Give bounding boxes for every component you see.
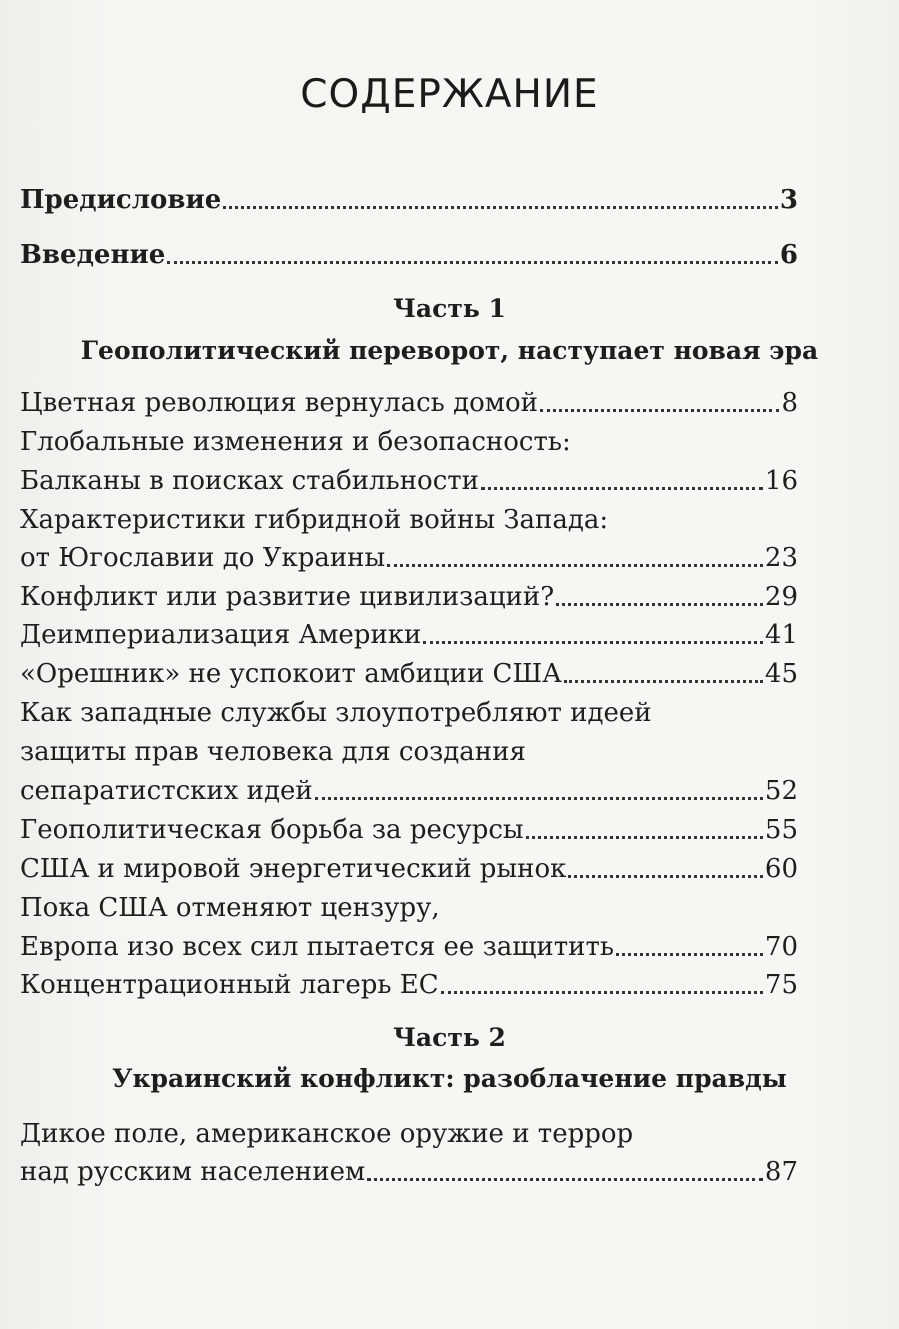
toc-entry [20,813,798,847]
toc-entry-text: Как западные службы злоупотребляют идеей [20,698,652,728]
toc-entry-text: «Орешник» не успокоит амбиции США [20,659,562,689]
toc-page-number: 41 [764,620,798,650]
toc-entry [20,386,798,420]
toc-page-number: 55 [764,815,798,845]
toc-entry-text: над русским населением [20,1157,366,1187]
toc-entry [20,852,798,886]
toc-entry [20,1155,798,1189]
toc-entry [20,580,798,614]
dot-leader [616,952,763,956]
toc-entry [20,657,798,691]
dot-leader [167,260,778,264]
toc-entry-introduction [20,238,798,272]
dot-leader [441,990,763,994]
toc-page-number: 29 [764,582,798,612]
toc-entry [20,541,798,575]
dot-leader [387,563,763,567]
toc-entry [20,618,798,652]
toc-entry [20,735,798,769]
toc-entry-text: от Югославии до Украины [20,543,386,573]
toc-entry-text: Конфликт или развитие цивилизаций? [20,582,555,612]
toc-page-number: 23 [764,543,798,573]
toc-entry-text: Цветная революция вернулась домой [20,388,538,418]
dot-leader [481,486,763,490]
dot-leader [556,602,763,606]
toc-page-number: 52 [764,776,798,806]
toc-entry-text: США и мировой энергетический рынок [20,854,567,884]
dot-leader [223,205,778,209]
toc-page-number: 45 [764,659,798,689]
toc-entry-text: Глобальные изменения и безопасность: [20,427,571,457]
toc-entry [20,930,798,964]
toc-entry-text: сепаратистских идей [20,776,313,806]
toc-entry [20,774,798,808]
part-1-label: Часть 1 [393,294,506,323]
toc-entry-text: Пока США отменяют цензуру, [20,893,440,923]
toc-entry-text: Европа изо всех сил пытается ее защитить [20,932,615,962]
toc-entry [20,696,798,730]
toc-page-number: 70 [764,932,798,962]
toc-entry [20,503,798,537]
toc-page-number: 8 [781,388,798,418]
dot-leader [315,796,763,800]
toc-page-number: 16 [764,466,798,496]
toc-entry [20,968,798,1002]
toc-entry-text: Деимпериализация Америки [20,620,422,650]
dot-leader [526,835,763,839]
toc-entry-text: Введение [20,240,166,270]
toc-entry-preface [20,183,798,217]
toc-entry-text: Дикое поле, американское оружие и террор [20,1119,634,1149]
toc-entry-text: Геополитическая борьба за ресурсы [20,815,524,845]
part-2-label: Часть 2 [393,1023,506,1052]
part-1-title: Геополитический переворот, наступает новая эра [80,336,819,365]
dot-leader [367,1177,763,1181]
toc-entry-text: Характеристики гибридной войны Запада: [20,505,609,535]
toc-entry [20,464,798,498]
toc-page-number: 3 [779,185,798,215]
toc-entry-text: Концентрационный лагерь ЕС [20,970,439,1000]
toc-entry [20,425,798,459]
dot-leader [564,679,763,683]
dot-leader [540,408,780,412]
toc-page-number: 87 [764,1157,798,1187]
toc-entry-text: Предисловие [20,185,222,215]
toc-page-number: 60 [764,854,798,884]
toc-page-number: 75 [764,970,798,1000]
dot-leader [423,640,763,644]
part-2-title: Украинский конфликт: разоблачение правды [112,1064,787,1093]
toc-page-number: 6 [779,240,798,270]
dot-leader [568,874,763,878]
toc-entry [20,891,798,925]
toc-entry [20,1117,798,1151]
toc-entry-text: защиты прав человека для создания [20,737,526,767]
toc-entry-text: Балканы в поисках стабильности [20,466,479,496]
toc-heading: СОДЕРЖАНИЕ [300,72,599,117]
